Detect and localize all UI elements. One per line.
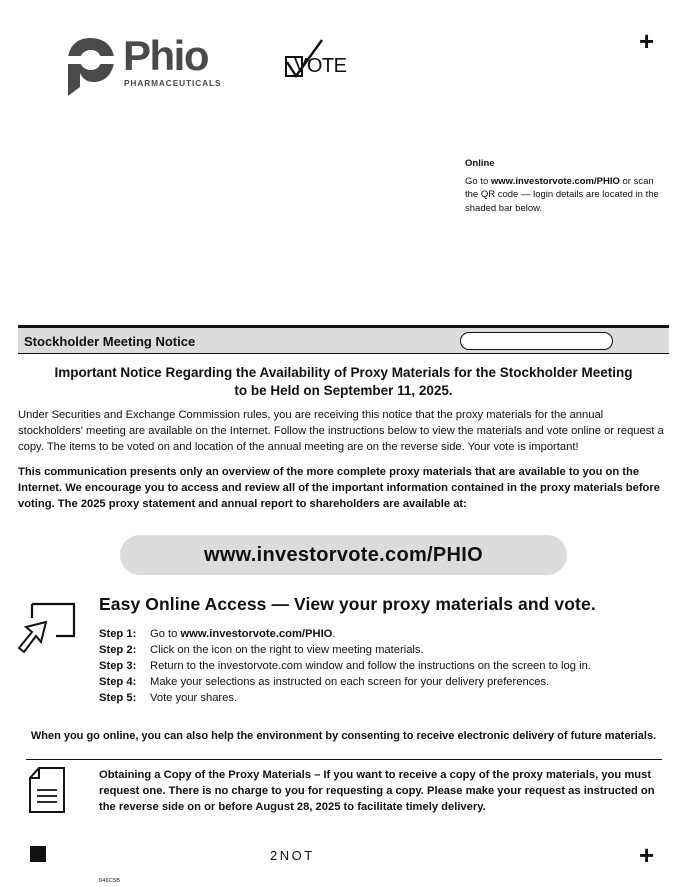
step-item xyxy=(99,674,669,690)
online-text-prefix: Go to xyxy=(465,175,491,187)
notice-paragraph-overview: This communication presents only an overview of the more complete proxy materials that are available to you on the Internet. We encourage you to access and review all of the important information contained in the proxy materials before voting. The 2025 proxy statement and annual report to shareholders are available at: xyxy=(18,466,660,510)
phio-logo-sub: PHARMACEUTICALS xyxy=(124,78,222,88)
online-voting-info xyxy=(465,157,665,215)
vote-logo-text: VOTE xyxy=(294,55,347,77)
obtain-copy-text: Obtaining a Copy of the Proxy Materials – If you want to receive a copy of the proxy materials, you must request one. There is no charge to you for requesting a copy. Please make your request as instructed on the reverse side on or before August 28, 2025 to facilitate timely delivery. xyxy=(99,769,655,813)
step-label: Step 2: xyxy=(99,644,137,656)
cursor-window-icon xyxy=(16,600,78,656)
step-text xyxy=(150,626,336,642)
control-number-box xyxy=(460,332,613,350)
step-text-prefix: Go to xyxy=(150,628,181,640)
meeting-notice-bar xyxy=(18,325,669,354)
online-text-suffix: or scan the QR code — login details are located in the shaded bar below. xyxy=(465,175,659,214)
notice-heading xyxy=(18,364,669,400)
step-item xyxy=(99,690,669,706)
step-item xyxy=(99,658,669,674)
small-form-code: 046C5B xyxy=(99,878,121,884)
crosshair-bottom-right: + xyxy=(639,840,655,870)
step-text-suffix: . xyxy=(332,628,336,640)
phio-logo-name: Phio xyxy=(123,32,208,79)
step-label: Step 3: xyxy=(99,660,137,672)
section-divider xyxy=(26,759,662,760)
steps-list xyxy=(99,626,669,706)
notice-heading-line2: to be Held on September 11, 2025. xyxy=(234,383,453,398)
vote-logo xyxy=(284,38,354,80)
investorvote-url-banner[interactable]: www.investorvote.com/PHIO xyxy=(120,535,567,575)
step-label: Step 4: xyxy=(99,676,137,688)
phio-logo xyxy=(66,32,236,98)
step-text: Click on the icon on the right to view meeting materials. xyxy=(150,644,424,656)
online-text xyxy=(465,175,665,216)
notice-heading-line1: Important Notice Regarding the Availability of Proxy Materials for the Stockholder Meeting xyxy=(54,365,633,380)
registration-square xyxy=(30,846,46,862)
step-text: Make your selections as instructed on each screen for your delivery preferences. xyxy=(150,676,550,688)
step-text: Return to the investorvote.com window and follow the instructions on the screen to log in. xyxy=(150,660,591,672)
step-item xyxy=(99,626,669,642)
step-label: Step 5: xyxy=(99,692,137,704)
step-text: Vote your shares. xyxy=(150,692,238,704)
environment-note: When you go online, you can also help the environment by consenting to receive electronic delivery of future materials. xyxy=(30,730,657,742)
online-title: Online xyxy=(465,158,495,169)
step-url-link[interactable]: www.investorvote.com/PHIO xyxy=(180,628,333,640)
meeting-notice-title: Stockholder Meeting Notice xyxy=(24,334,196,349)
form-code: 2NOT xyxy=(270,848,315,863)
document-icon xyxy=(27,766,67,814)
step-item xyxy=(99,642,669,658)
online-url-link[interactable]: www.investorvote.com/PHIO xyxy=(490,175,620,187)
notice-paragraph-sec-rules: Under Securities and Exchange Commission rules, you are receiving this notice that the proxy materials for the annual stockholders' meeting are available on the Internet. Follow the instructions below to view the materials and vote online or request a copy. The items to be voted on and location of the annual meeting are on the reverse side. Your vote is important! xyxy=(18,409,664,453)
crosshair-top-right: + xyxy=(639,26,655,56)
step-label: Step 1: xyxy=(99,628,137,640)
easy-access-heading: Easy Online Access — View your proxy materials and vote. xyxy=(99,594,596,614)
